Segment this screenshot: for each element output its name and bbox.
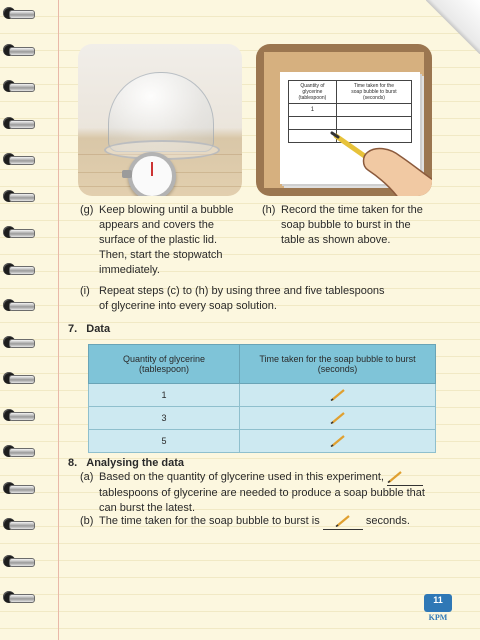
binding-ring — [3, 79, 33, 93]
table-header-quantity — [89, 345, 240, 384]
caption-line: Then, start the stopwatch — [99, 249, 223, 261]
binding-wire — [9, 521, 35, 530]
section-number: 7. — [68, 323, 78, 335]
answer-blank-a[interactable] — [387, 470, 423, 486]
page-curl — [426, 0, 480, 54]
binding-ring — [3, 408, 33, 422]
binding-ring — [3, 189, 33, 203]
illustration-header-line: Time taken for the — [353, 83, 394, 89]
binding-wire — [9, 375, 35, 384]
caption-line: Keep blowing until a bubble — [99, 204, 234, 216]
binding-wire — [9, 156, 35, 165]
binding-wire — [9, 229, 35, 238]
binding-ring — [3, 152, 33, 166]
binding-ring — [3, 116, 33, 130]
binding-ring — [3, 6, 33, 20]
illustration-header-line: (tablespoon) — [298, 95, 327, 101]
binding-wire — [9, 448, 35, 457]
binding-ring — [3, 43, 33, 57]
pencil-icon — [330, 412, 346, 424]
binding-ring — [3, 335, 33, 349]
stopwatch-icon — [128, 152, 176, 196]
hand-with-pencil-icon — [316, 116, 432, 196]
quantity-cell: 3 — [89, 407, 240, 430]
binding-ring — [3, 444, 33, 458]
illustration-header-line: (seconds) — [362, 95, 385, 101]
step-line: of glycerine into every soap solution. — [99, 300, 277, 312]
question-label: (a) — [80, 471, 94, 483]
binding-ring — [3, 554, 33, 568]
answer-cell[interactable] — [240, 384, 436, 407]
binding-wire — [9, 302, 35, 311]
binding-wire — [9, 594, 35, 603]
binding-wire — [9, 412, 35, 421]
section-title: Data — [86, 323, 111, 335]
data-table — [88, 344, 436, 453]
header-line: (tablespoon) — [138, 364, 190, 374]
binding-ring — [3, 225, 33, 239]
table-row — [89, 407, 436, 430]
binding-wire — [9, 339, 35, 348]
illustration-recording-table — [256, 44, 432, 196]
binding-ring — [3, 517, 33, 531]
binding-ring — [3, 481, 33, 495]
question-text: seconds. — [365, 515, 410, 527]
publisher-name: KPM — [428, 613, 448, 622]
illustration-header-line: Quantity of — [300, 83, 325, 89]
question-line — [99, 470, 459, 486]
illustration-header-time — [336, 81, 411, 104]
question-line: tablespoons of glycerine are needed to produce a soap bubble that — [99, 487, 425, 499]
step-label: (i) — [80, 285, 90, 297]
illustration-header-quantity — [289, 81, 337, 104]
caption-line: table as shown above. — [281, 234, 391, 246]
binding-ring — [3, 262, 33, 276]
caption-line: surface of the plastic lid. — [99, 234, 218, 246]
question-body — [99, 514, 459, 530]
table-header-time — [240, 345, 436, 384]
caption-line: immediately. — [99, 264, 160, 276]
stopwatch-hand — [151, 162, 153, 176]
binding-ring — [3, 298, 33, 312]
pencil-icon — [387, 471, 403, 483]
caption-label: (h) — [262, 204, 276, 216]
caption-line: soap bubble to burst in the — [281, 219, 411, 231]
section-8-heading — [68, 456, 184, 471]
binding-wire — [9, 485, 35, 494]
binding-ring — [3, 590, 33, 604]
question-text: The time taken for the soap bubble to burst is — [99, 515, 320, 527]
question-text: Based on the quantity of glycerine used in this experiment, — [99, 471, 384, 483]
binding-wire — [9, 193, 35, 202]
binding-wire — [9, 120, 35, 129]
question-label: (b) — [80, 515, 94, 527]
caption-body — [281, 203, 423, 248]
illustration-cell — [336, 104, 411, 117]
binding-wire — [9, 10, 35, 19]
illustration-cell: 1 — [289, 104, 337, 117]
binding-ring — [3, 371, 33, 385]
section-title: Analysing the data — [86, 457, 185, 469]
stopwatch-crown — [122, 170, 132, 178]
pencil-icon — [330, 389, 346, 401]
margin-line — [58, 0, 59, 640]
pencil-icon — [335, 515, 351, 527]
photo-dome-stopwatch — [78, 44, 242, 196]
header-line: Quantity of glycerine — [122, 354, 206, 364]
illustration-header-line: soap bubble to burst — [351, 89, 397, 95]
header-line: (seconds) — [317, 364, 358, 374]
caption-line: Record the time taken for the — [281, 204, 423, 216]
pencil-tip — [332, 133, 338, 137]
quantity-cell: 1 — [89, 384, 240, 407]
kpm-logo — [420, 594, 456, 624]
answer-cell[interactable] — [240, 430, 436, 453]
step-body — [99, 284, 449, 314]
pencil-icon — [330, 435, 346, 447]
section-number: 8. — [68, 457, 78, 469]
binding-wire — [9, 47, 35, 56]
answer-cell[interactable] — [240, 407, 436, 430]
page-number: 11 — [433, 595, 443, 605]
hand-icon — [364, 149, 433, 196]
header-line: Time taken for the soap bubble to burst — [259, 354, 416, 364]
binding-wire — [9, 558, 35, 567]
step-line: Repeat steps (c) to (h) by using three and five tablespoons — [99, 285, 385, 297]
table-row — [89, 384, 436, 407]
question-body — [99, 470, 459, 516]
section-7-heading — [68, 322, 110, 337]
answer-blank-b[interactable] — [323, 514, 363, 530]
caption-label: (g) — [80, 204, 94, 216]
binding-wire — [9, 83, 35, 92]
spiral-binding — [0, 0, 40, 640]
table-row — [89, 430, 436, 453]
binding-wire — [9, 266, 35, 275]
caption-body — [99, 203, 234, 278]
caption-line: appears and covers the — [99, 219, 214, 231]
quantity-cell: 5 — [89, 430, 240, 453]
illustration-header-line: glycerine — [302, 89, 323, 95]
question-line: can burst the latest. — [99, 502, 195, 514]
